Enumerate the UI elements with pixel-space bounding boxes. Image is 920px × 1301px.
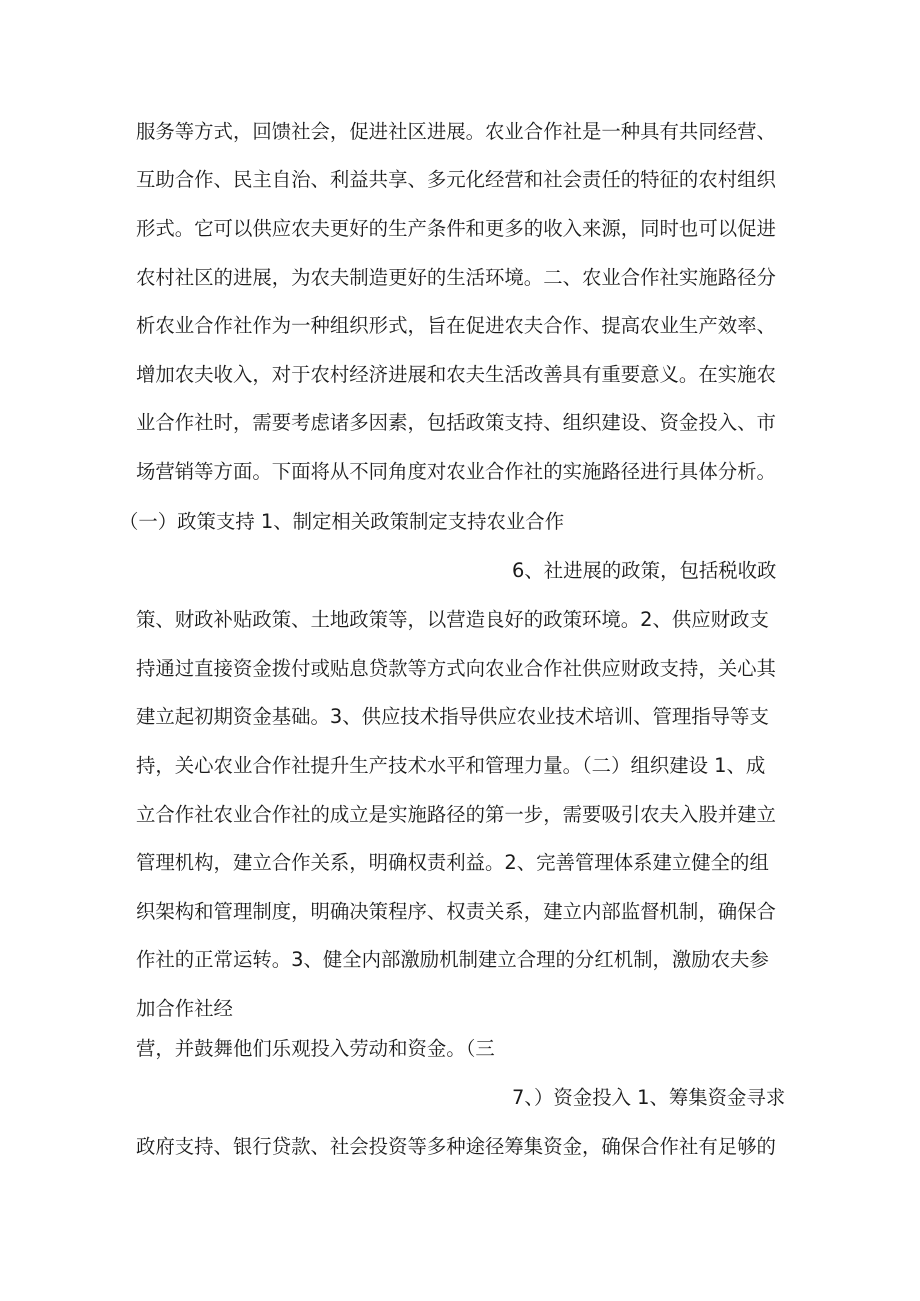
text-line: 建立起初期资金基础。3、供应技术指导供应农业技术培训、管理指导等支 bbox=[136, 705, 769, 728]
text-line: 管理机构，建立合作关系，明确权责利益。2、完善管理体系建立健全的组 bbox=[136, 851, 769, 874]
text-line: 织架构和管理制度，明确决策程序、权责关系，建立内部监督机制，确保合 bbox=[136, 900, 776, 923]
text-line: 营，并鼓舞他们乐观投入劳动和资金。（三 bbox=[136, 1037, 495, 1060]
text-line: 策、财政补贴政策、土地政策等，以营造良好的政策环境。2、供应财政支 bbox=[136, 608, 769, 631]
text-line: 作社的正常运转。3、健全内部激励机制建立合理的分红机制，激励农夫参 bbox=[136, 948, 769, 971]
text-line: 加合作社经 bbox=[136, 997, 233, 1020]
text-line: 6、社进展的政策，包括税收政 bbox=[512, 559, 777, 582]
text-line: 场营销等方面。下面将从不同角度对农业合作社的实施路径进行具体分析。 bbox=[136, 460, 776, 483]
text-line: 析农业合作社作为一种组织形式，旨在促进农夫合作、提高农业生产效率、 bbox=[136, 314, 776, 337]
text-line: 互助合作、民主自治、利益共享、多元化经营和社会责任的特征的农村组织 bbox=[136, 168, 776, 191]
text-line: 持通过直接资金拨付或贴息贷款等方式向农业合作社供应财政支持，关心其 bbox=[136, 657, 776, 680]
text-line: 政府支持、银行贷款、社会投资等多种途径筹集资金，确保合作社有足够的 bbox=[136, 1135, 776, 1158]
text-line: 形式。它可以供应农夫更好的生产条件和更多的收入来源，同时也可以促进 bbox=[136, 217, 776, 240]
text-line: 立合作社农业合作社的成立是实施路径的第一步，需要吸引农夫入股并建立 bbox=[136, 803, 776, 826]
text-line: 持，关心农业合作社提升生产技术水平和管理力量。（二）组织建设 1、成 bbox=[136, 754, 766, 777]
text-line: 农村社区的进展，为农夫制造更好的生活环境。二、农业合作社实施路径分 bbox=[136, 266, 776, 289]
text-line: 服务等方式，回馈社会，促进社区进展。农业合作社是一种具有共同经营、 bbox=[136, 120, 776, 143]
section-heading-line: （一）政策支持 1、制定相关政策制定支持农业合作 bbox=[119, 510, 565, 533]
text-line: 增加农夫收入，对于农村经济进展和农夫生活改善具有重要意义。在实施农 bbox=[136, 363, 776, 386]
text-line: 业合作社时，需要考虑诸多因素，包括政策支持、组织建设、资金投入、市 bbox=[136, 411, 776, 434]
text-line: 7、）资金投入 1、筹集资金寻求 bbox=[512, 1086, 786, 1109]
